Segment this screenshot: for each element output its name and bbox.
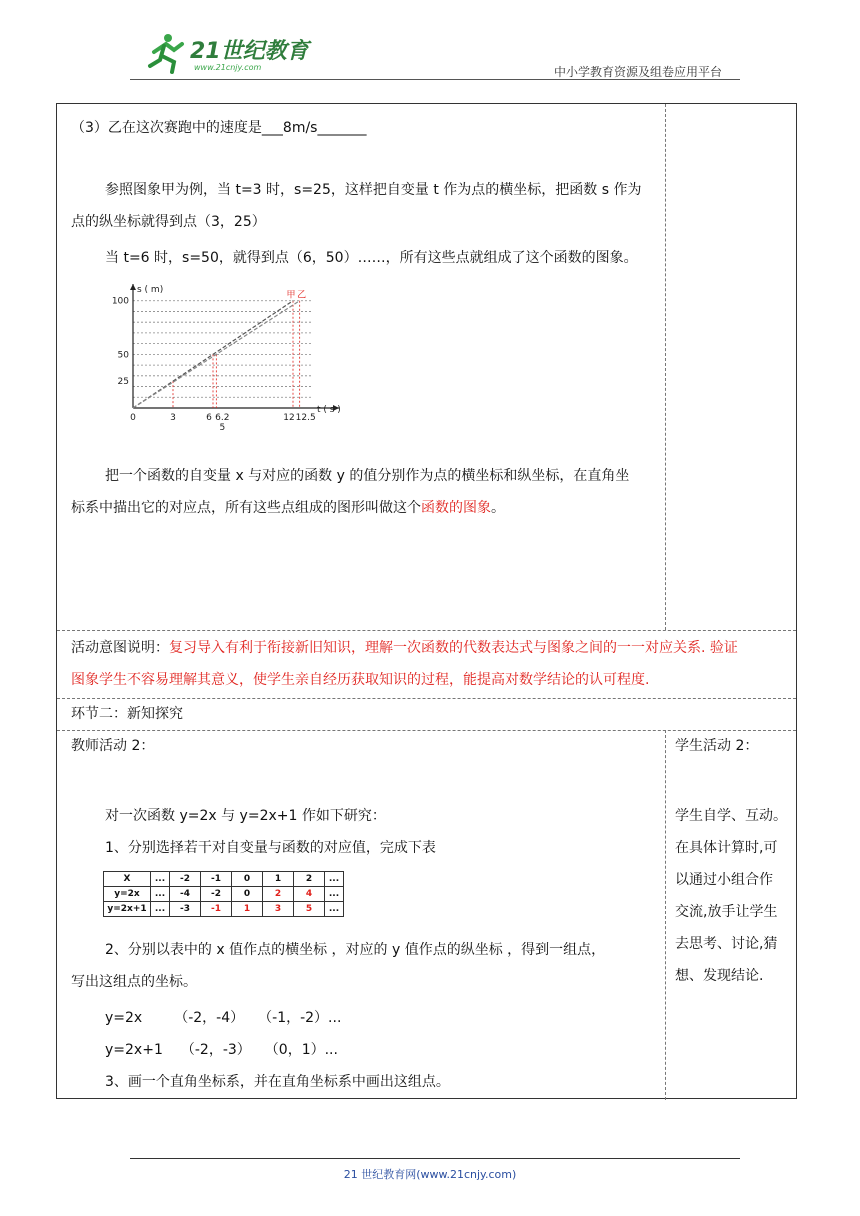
table-cell: X	[104, 872, 151, 887]
points-y2x	[105, 1008, 341, 1028]
lesson-table	[56, 103, 797, 1099]
point-y2x1-a: （-2，-3）	[180, 1042, 251, 1058]
table-cell: ...	[325, 887, 344, 902]
x-tick-label: 0	[130, 413, 136, 423]
intent-text-1: 复习导入有利于衔接新旧知识，理解一次函数的代数表达式与图象之间的一一对应关系. 验证	[169, 640, 738, 656]
intent-label: 活动意图说明：	[71, 640, 169, 656]
intent-line2: 图象学生不容易理解其意义，使学生亲自经历获取知识的过程，能提高对数学结论的认可程度.	[71, 672, 650, 688]
table-row	[104, 902, 344, 917]
row-divider-2	[57, 698, 796, 699]
table-cell: 0	[232, 887, 263, 902]
teacher-step3: 3、画一个直角坐标系，并在直角坐标系中画出这组点。	[105, 1074, 450, 1090]
table-cell: -4	[170, 887, 201, 902]
x-tick-label: 5	[219, 423, 226, 433]
table-cell: -2	[170, 872, 201, 887]
x-tick-label: 12.5	[295, 413, 316, 423]
y-tick-label: 25	[117, 377, 129, 388]
teacher-step1: 1、分别选择若干对自变量与函数的对应值，完成下表	[105, 840, 436, 856]
para1-line2: 点的纵坐标就得到点（3，25）	[71, 214, 266, 230]
logo	[144, 30, 324, 76]
teacher-title: 教师活动 2：	[71, 738, 155, 754]
row-divider-3	[57, 730, 796, 731]
table-cell: 2	[263, 887, 294, 902]
y-axis-label: s ( m)	[137, 285, 164, 295]
table-cell: 0	[232, 872, 263, 887]
table-cell: y=2x+1	[104, 902, 151, 917]
stage2-title: 环节二：新知探究	[71, 706, 183, 722]
table-cell: -2	[201, 887, 232, 902]
distance-time-chart	[109, 280, 349, 440]
col-divider-bottom	[665, 730, 666, 1100]
table-cell: -1	[201, 872, 232, 887]
y-axis-arrow	[130, 284, 136, 290]
table-row	[104, 872, 344, 887]
table-row	[104, 887, 344, 902]
teacher-intro: 对一次函数 y=2x 与 y=2x+1 作如下研究：	[105, 808, 386, 824]
x-tick-label: 3	[170, 413, 176, 423]
logo-text: 21世纪教育	[190, 39, 309, 64]
teacher-step2-line2: 写出这组点的坐标。	[71, 974, 197, 990]
teacher-step2-line1: 2、分别以表中的 x 值作点的横坐标 ，对应的 y 值作点的纵坐标 ，得到一组点，	[105, 942, 606, 958]
point-y2x-b: （-1，-2）...	[258, 1010, 342, 1026]
col-divider-top	[665, 104, 666, 630]
definition-text: 标系中描出它的对应点，所有这些点组成的图形叫做这个	[71, 500, 421, 516]
student-line: 交流,放手让学生	[675, 904, 778, 920]
runner-icon	[150, 34, 182, 72]
header-platform-text: 中小学教育资源及组卷应用平台	[553, 65, 722, 79]
x-axis-label: t ( s )	[317, 405, 341, 415]
q3-answer: ___8m/s_______	[261, 120, 367, 136]
footer-divider	[130, 1158, 740, 1159]
student-line: 学生自学、互动。	[675, 808, 787, 824]
table-cell: 3	[263, 902, 294, 917]
x-tick-label: 12	[283, 413, 295, 423]
x-tick-label: 6	[206, 413, 212, 423]
student-line: 在具体计算时,可	[675, 840, 778, 856]
row-divider-1	[57, 630, 796, 631]
para2: 当 t=6 时，s=50，就得到点（6，50）……，所有这些点就组成了这个函数的图象。	[105, 250, 638, 266]
point-y2x1-b: （0，1）...	[264, 1042, 338, 1058]
table-cell: ...	[151, 902, 170, 917]
definition-line1: 把一个函数的自变量 x 与对应的函数 y 的值分别作为点的横坐标和纵坐标，在直角坐	[105, 468, 630, 484]
page-header	[130, 30, 740, 80]
q3-text: （3）乙在这次赛跑中的速度是	[71, 120, 262, 136]
table-cell: 4	[294, 887, 325, 902]
y-tick-label: 50	[117, 350, 129, 361]
student-activity-text	[675, 800, 793, 992]
footer-text: 21 世纪教育网(www.21cnjy.com)	[343, 1168, 517, 1181]
intent-line1	[71, 638, 738, 658]
table-cell: y=2x	[104, 887, 151, 902]
table-cell: ...	[325, 902, 344, 917]
x-tick-label: 6.2	[215, 413, 230, 423]
header-divider	[130, 79, 740, 80]
points-y2x1-label: y=2x+1	[105, 1042, 163, 1058]
q3-line	[71, 118, 366, 138]
table-cell: -1	[201, 902, 232, 917]
table-cell: 1	[232, 902, 263, 917]
table-cell: 1	[263, 872, 294, 887]
logo-url: www.21cnjy.com	[194, 63, 262, 72]
student-title: 学生活动 2：	[675, 738, 759, 754]
para1-line1: 参照图象甲为例，当 t=3 时，s=25，这样把自变量 t 作为点的横坐标，把函数 s 作为	[105, 182, 642, 198]
table-cell: ...	[151, 872, 170, 887]
table-cell: 2	[294, 872, 325, 887]
values-table	[103, 871, 344, 917]
series-label: 乙	[297, 290, 307, 301]
student-line: 去思考、讨论,猜	[675, 936, 778, 952]
series-label: 甲	[286, 290, 296, 301]
point-y2x-a: （-2，-4）	[174, 1010, 245, 1026]
student-line: 以通过小组合作	[675, 872, 773, 888]
definition-end: 。	[491, 500, 505, 516]
table-cell: ...	[151, 887, 170, 902]
y-tick-label: 100	[111, 296, 129, 307]
definition-term: 函数的图象	[421, 500, 491, 516]
table-cell: 5	[294, 902, 325, 917]
table-cell: -3	[170, 902, 201, 917]
points-y2x-label: y=2x	[105, 1010, 143, 1026]
definition-line2	[71, 498, 505, 518]
student-line: 想、发现结论.	[675, 968, 764, 984]
table-cell: ...	[325, 872, 344, 887]
points-y2x1	[105, 1040, 338, 1060]
